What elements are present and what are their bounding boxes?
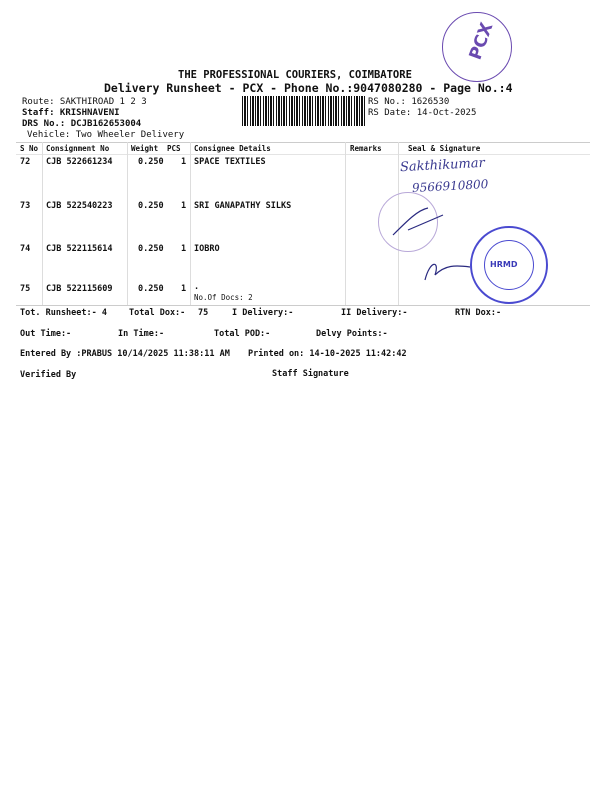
i-delivery: I Delivery:- — [232, 308, 294, 318]
total-pod: Total POD:- — [214, 329, 271, 339]
pcx-stamp-text: PCX — [465, 20, 498, 63]
row-pcs: 1 — [181, 201, 187, 211]
col-sno: S No — [20, 144, 39, 153]
route: Route: SAKTHIROAD 1 2 3 — [22, 97, 147, 107]
hrmd-stamp-text: HRMD — [490, 260, 518, 269]
barcode — [242, 96, 366, 126]
col-pcs: PCS — [167, 144, 181, 153]
hrmd-stamp — [470, 226, 548, 304]
row-consignee: . — [194, 282, 200, 292]
row-sno: 72 — [20, 157, 31, 167]
runsheet-subtitle: Delivery Runsheet - PCX - Phone No.:9047080280 - Page No.:4 — [104, 81, 513, 95]
col-consignment: Consignment No — [46, 144, 110, 153]
col-seal: Seal & Signature — [408, 144, 481, 153]
row-consignee: SRI GANAPATHY SILKS — [194, 201, 292, 211]
verified-by: Verified By — [20, 370, 77, 380]
ii-delivery: II Delivery:- — [341, 308, 408, 318]
row-pcs: 1 — [181, 284, 187, 294]
row-cn: CJB 522115614 — [46, 244, 113, 254]
printed-on: Printed on: 14-10-2025 11:42:42 — [248, 349, 407, 359]
staff: Staff: KRISHNAVENI — [22, 108, 120, 118]
row-weight: 0.250 — [138, 201, 164, 211]
handwritten-phone: 9566910800 — [411, 177, 489, 195]
tot-runsheet: Tot. Runsheet:- 4 — [20, 308, 107, 318]
entered-by: Entered By :PRABUS 10/14/2025 11:38:11 AM — [20, 349, 230, 359]
row-note: No.Of Docs: 2 — [194, 293, 253, 302]
row-cn: CJB 522661234 — [46, 157, 113, 167]
signature-mark — [388, 200, 448, 240]
col-consignee: Consignee Details — [194, 144, 271, 153]
handwritten-name: Sakthikumar — [399, 155, 486, 176]
col-remarks: Remarks — [350, 144, 382, 153]
row-sno: 75 — [20, 284, 31, 294]
row-weight: 0.250 — [138, 244, 164, 254]
company-title: THE PROFESSIONAL COURIERS, COIMBATORE — [178, 69, 412, 81]
delvy-points: Delvy Points:- — [316, 329, 388, 339]
row-sno: 74 — [20, 244, 31, 254]
rs-date: RS Date: 14-Oct-2025 — [368, 108, 477, 118]
in-time: In Time:- — [118, 329, 165, 339]
total-dox-value: 75 — [198, 308, 209, 318]
vehicle: Vehicle: Two Wheeler Delivery — [27, 130, 185, 140]
col-weight: Weight — [131, 144, 159, 153]
rtn-dox: RTN Dox:- — [455, 308, 502, 318]
staff-signature: Staff Signature — [272, 369, 349, 379]
rs-no: RS No.: 1626530 — [368, 97, 450, 107]
row-weight: 0.250 — [138, 157, 164, 167]
drs-no: DRS No.: DCJB162653004 — [22, 119, 142, 129]
row-pcs: 1 — [181, 157, 187, 167]
total-dox-label: Total Dox:- — [129, 308, 186, 318]
row-cn: CJB 522115609 — [46, 284, 113, 294]
pcx-stamp — [442, 12, 512, 82]
row-pcs: 1 — [181, 244, 187, 254]
row-cn: CJB 522540223 — [46, 201, 113, 211]
row-weight: 0.250 — [138, 284, 164, 294]
out-time: Out Time:- — [20, 329, 72, 339]
row-consignee: IOBRO — [194, 244, 220, 254]
row-consignee: SPACE TEXTILES — [194, 157, 266, 167]
row-sno: 73 — [20, 201, 31, 211]
